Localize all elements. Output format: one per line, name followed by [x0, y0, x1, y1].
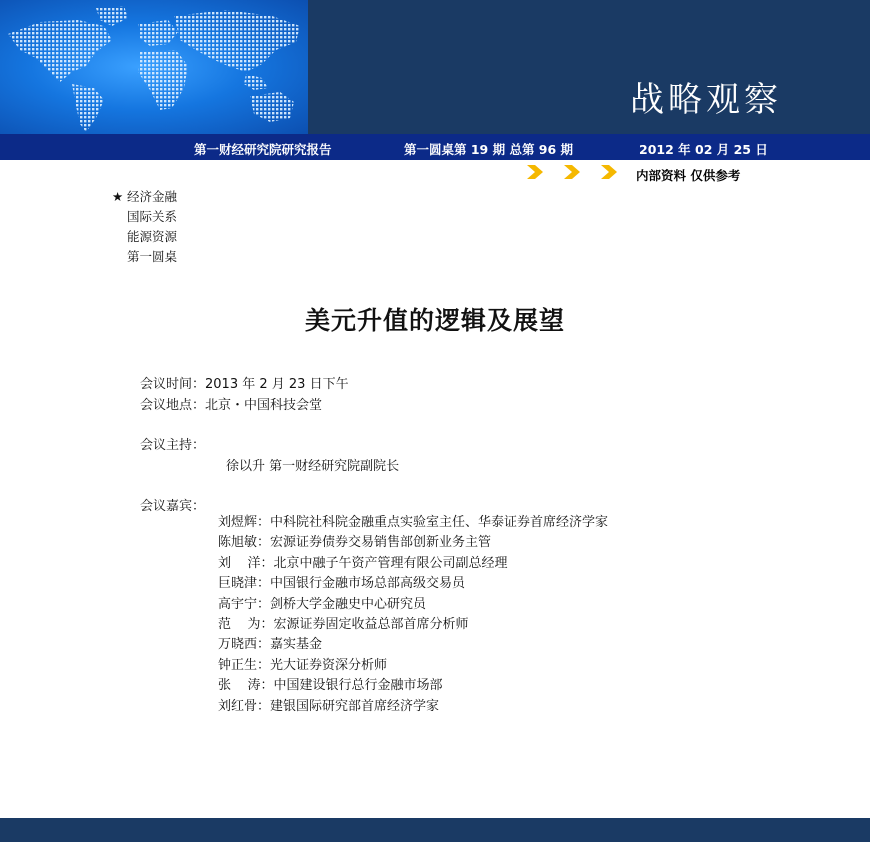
world-map-image: [0, 0, 308, 134]
guest-row: 钟正生：光大证券资深分析师: [218, 657, 388, 673]
guest-title: 北京中融子午资产管理有限公司副总经理: [273, 555, 508, 571]
meeting-time-label: 会议时间：: [140, 377, 206, 392]
header-banner: [0, 0, 870, 134]
star-icon: ★: [112, 189, 124, 204]
section-label: 能源资源: [127, 229, 178, 244]
guest-list: [218, 513, 608, 717]
meeting-guests-label: 会议嘉宾：: [140, 499, 206, 514]
guest-title: 中国银行金融市场总部高级交易员: [270, 576, 466, 592]
decorative-arrows: [525, 164, 631, 182]
guest-row: 刘红骨：建银国际研究部首席经济学家: [218, 698, 440, 714]
report-source: 第一财经研究院研究报告: [194, 142, 332, 157]
guest-name: 范 为: [218, 616, 261, 632]
guest-title: 宏源证券债券交易销售部创新业务主管: [270, 535, 492, 551]
meeting-time-value: 2013 年 2 月 23 日下午: [205, 377, 349, 392]
section-item: [112, 247, 177, 267]
guest-name: 张 涛: [218, 678, 261, 694]
meeting-place-value: 北京・中国科技会堂: [205, 398, 323, 413]
guest-name: 陈旭敏: [218, 535, 258, 551]
report-info-bar: [0, 134, 870, 160]
guest-name: 刘煜辉: [218, 515, 258, 530]
guest-row: 高宇宁：剑桥大学金融史中心研究员: [218, 596, 427, 612]
guest-row: 万晓西：嘉实基金: [218, 637, 323, 653]
chevron-right-icon: [525, 164, 545, 180]
world-map-dots: [0, 0, 308, 134]
meeting-time: [140, 373, 349, 392]
section-label: 国际关系: [127, 209, 178, 224]
guest-title: 中科院社科院金融重点实验室主任、华泰证券首席经济学家: [270, 515, 609, 530]
guest-row: 陈旭敏：宏源证券债券交易销售部创新业务主管: [218, 535, 492, 551]
guest-name: 万晓西: [218, 637, 258, 653]
guest-title: 中国建设银行总行金融市场部: [273, 678, 443, 694]
section-item: [112, 187, 177, 207]
guest-row: 巨晓津：中国银行金融市场总部高级交易员: [218, 576, 466, 592]
issue-number: 第一圆桌第 19 期 总第 96 期: [404, 142, 574, 157]
section-list: [112, 187, 177, 267]
guest-title: 光大证券资深分析师: [270, 657, 388, 673]
guest-name: 刘 洋: [218, 555, 261, 571]
brand-title: 战略观察: [630, 80, 782, 120]
guest-title: 建银国际研究部首席经济学家: [270, 698, 440, 714]
section-item: [112, 207, 177, 227]
chevron-right-icon: [599, 164, 619, 180]
guest-title: 嘉实基金: [270, 637, 323, 653]
guest-title: 宏源证券固定收益总部首席分析师: [273, 616, 469, 632]
classification-label: 内部资料 仅供参考: [636, 168, 741, 183]
meeting-place: [140, 394, 322, 413]
section-label: 第一圆桌: [127, 249, 178, 264]
guest-name: 刘红骨: [218, 698, 258, 714]
meeting-host-value: 徐以升 第一财经研究院副院长: [226, 459, 400, 474]
guest-name: 高宇宁: [218, 596, 258, 612]
section-label: 经济金融: [127, 189, 178, 204]
footer-bar: [0, 818, 870, 842]
guest-name: 巨晓津: [218, 576, 258, 592]
guest-row: 范 为：宏源证券固定收益总部首席分析师: [218, 616, 469, 632]
meeting-host-label: 会议主持：: [140, 438, 206, 453]
guest-name: 钟正生: [218, 657, 258, 673]
guest-title: 剑桥大学金融史中心研究员: [270, 596, 427, 612]
guest-row: 张 涛：中国建设银行总行金融市场部: [218, 678, 443, 694]
guest-row: 刘 洋：北京中融子午资产管理有限公司副总经理: [218, 555, 508, 571]
guest-row: 刘煜辉：中科院社科院金融重点实验室主任、华泰证券首席经济学家: [218, 515, 609, 530]
chevron-right-icon: [562, 164, 582, 180]
meeting-place-label: 会议地点：: [140, 398, 206, 413]
report-date: 2012 年 02 月 25 日: [639, 142, 768, 157]
section-item: [112, 227, 177, 247]
document-title: 美元升值的逻辑及展望: [304, 306, 565, 335]
